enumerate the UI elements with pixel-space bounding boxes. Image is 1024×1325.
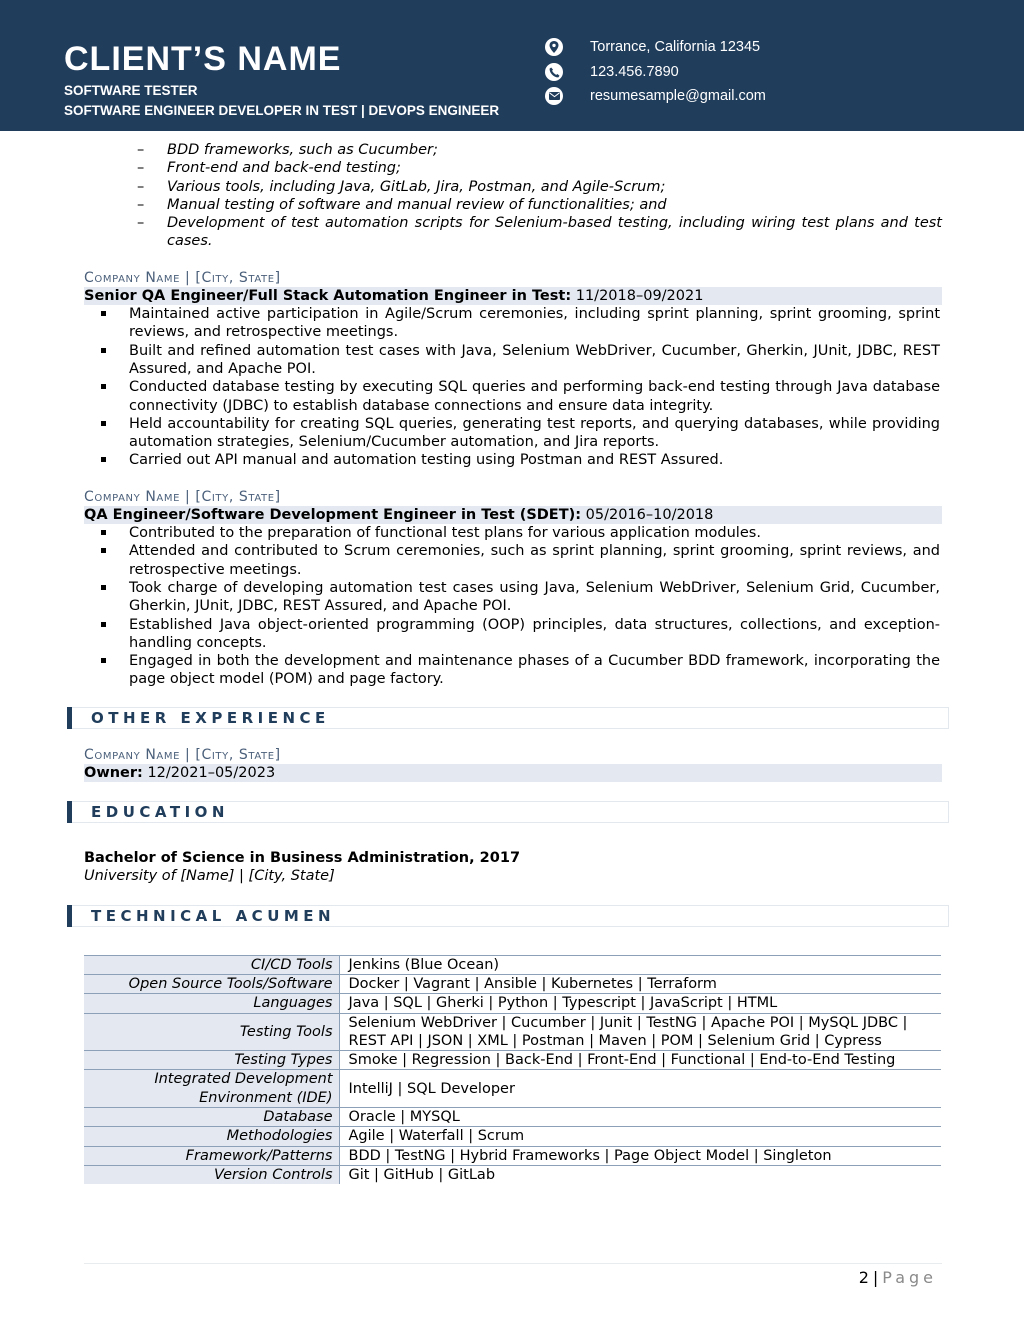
company-location: Company Name | [City, State] xyxy=(84,746,281,763)
role-line xyxy=(84,764,942,782)
skill-label: Open Source Tools/Software xyxy=(84,974,339,993)
role-title: Senior QA Engineer/Full Stack Automation Engineer in Test: xyxy=(84,287,572,304)
job-title: SOFTWARE TESTER xyxy=(64,83,198,98)
skill-value: Selenium WebDriver | Cucumber | Junit | TestNG | Apache POI | MySQL JDBC | REST API | JSON | XML | Postman | Maven | POM | Selenium Grid | Cypress xyxy=(339,1013,941,1051)
school: University of [Name] | [City, State] xyxy=(84,868,335,885)
list-item: Carried out API manual and automation testing using Postman and REST Assured. xyxy=(84,451,942,469)
skill-value: Smoke | Regression | Back-End | Front-End | Functional | End-to-End Testing xyxy=(339,1051,941,1070)
page-word: Page xyxy=(882,1268,937,1287)
contact-email[interactable] xyxy=(545,85,766,107)
skill-label: Framework/Patterns xyxy=(84,1146,339,1165)
section-accent-bar xyxy=(67,801,72,823)
list-item: – Development of test automation scripts for Selenium-based testing, including wiring test plans and test cases. xyxy=(137,215,942,250)
list-item: Contributed to the preparation of functional test plans for various application modules. xyxy=(84,524,942,542)
contact-location xyxy=(545,36,760,58)
skill-label: Version Controls xyxy=(84,1165,339,1184)
list-item: Engaged in both the development and maintenance phases of a Cucumber BDD framework, incorporating the page object model (POM) and page factory. xyxy=(84,652,942,689)
skill-label: Testing Types xyxy=(84,1051,339,1070)
table-row xyxy=(84,955,941,974)
list-item: – BDD frameworks, such as Cucumber; xyxy=(137,142,438,158)
phone-icon xyxy=(545,63,563,81)
list-item: Conducted database testing by executing SQL queries and performing back-end testing through Java database connectivity (JDBC) to establish database connections and ensure data integrity. xyxy=(84,378,942,415)
list-item: Established Java object-oriented programming (OOP) principles, data structures, collections, and exception-handling concepts. xyxy=(84,616,942,653)
list-item: Held accountability for creating SQL queries, generating test reports, and querying databases, while providing automation strategies, Selenium/Cucumber automation, and Jira reports. xyxy=(84,415,942,452)
skill-value: Docker | Vagrant | Ansible | Kubernetes | Terraform xyxy=(339,974,941,993)
email-link[interactable]: resumesample@gmail.com xyxy=(590,88,766,104)
skill-value: Git | GitHub | GitLab xyxy=(348,1166,496,1183)
table-row xyxy=(84,1051,941,1070)
section-title: EDUCATION xyxy=(91,803,229,822)
list-item: Attended and contributed to Scrum ceremonies, such as sprint planning, sprint grooming, sprint reviews, and retrospective meetings. xyxy=(84,542,942,579)
skill-value: Java | SQL | Gherki | Python | Typescript | JavaScript | HTML xyxy=(339,994,941,1013)
list-item: – Manual testing of software and manual review of functionalities; and xyxy=(137,196,667,213)
list-item: – Front-end and back-end testing; xyxy=(137,160,401,177)
section-title: OTHER EXPERIENCE xyxy=(91,708,330,727)
footer-divider xyxy=(84,1263,942,1264)
role-line xyxy=(84,287,942,305)
skills-table xyxy=(84,955,941,1185)
role-dates: 05/2016–10/2018 xyxy=(585,506,714,523)
resume-header xyxy=(0,0,1024,131)
section-header-other-experience xyxy=(67,707,949,729)
list-item: Took charge of developing automation test cases using Java, Selenium WebDriver, Selenium Grid, Cucumber, Gherkin, JUnit, JDBC, REST Assured, and Apache POI. xyxy=(84,579,942,616)
job-subtitle: SOFTWARE ENGINEER DEVELOPER IN TEST | DEVOPS ENGINEER xyxy=(64,103,500,118)
section-accent-bar xyxy=(67,905,72,927)
contact-phone xyxy=(545,61,679,83)
section-header-technical-acumen xyxy=(67,905,949,927)
table-row xyxy=(84,974,941,993)
list-item: Built and refined automation test cases with Java, Selenium WebDriver, Cucumber, Gherkin, JUnit, JDBC, REST Assured, and Apache POI. xyxy=(84,342,942,379)
skill-value: IntelliJ | SQL Developer xyxy=(339,1070,941,1108)
skill-label: Testing Tools xyxy=(84,1013,339,1051)
role-dates: 12/2021–05/2023 xyxy=(147,764,276,781)
location-text: Torrance, California 12345 xyxy=(590,39,761,55)
skill-value: Oracle | MYSQL xyxy=(339,1107,941,1126)
job-entry xyxy=(84,488,942,689)
role-line xyxy=(84,506,942,524)
table-row xyxy=(84,1013,941,1051)
client-name: CLIENT’S NAME xyxy=(64,40,342,78)
role-dates: 11/2018–09/2021 xyxy=(575,287,704,304)
company-location: Company Name | [City, State] xyxy=(84,488,281,505)
skill-value: BDD | TestNG | Hybrid Frameworks | Page Object Model | Singleton xyxy=(339,1146,941,1165)
table-row xyxy=(84,1070,941,1108)
table-row xyxy=(84,1146,941,1165)
skill-label: Methodologies xyxy=(84,1127,339,1146)
location-pin-icon xyxy=(545,38,563,56)
role-title: QA Engineer/Software Development Engineer in Test (SDET): xyxy=(84,506,582,523)
section-title: TECHNICAL ACUMEN xyxy=(91,906,336,925)
section-header-education xyxy=(67,801,949,823)
table-row xyxy=(84,994,941,1013)
table-row xyxy=(84,1127,941,1146)
envelope-icon xyxy=(545,87,563,105)
skill-value: Jenkins (Blue Ocean) xyxy=(339,955,941,974)
skill-value: Agile | Waterfall | Scrum xyxy=(339,1127,941,1146)
skill-label: Languages xyxy=(84,994,339,1013)
job-entry xyxy=(84,746,942,782)
role-title: Owner: xyxy=(84,764,143,781)
phone-text: 123.456.7890 xyxy=(590,64,679,80)
carryover-list xyxy=(84,141,942,251)
degree: Bachelor of Science in Business Administration, 2017 xyxy=(84,850,521,867)
table-row xyxy=(84,1107,941,1126)
page-footer xyxy=(859,1268,937,1287)
list-item: – Various tools, including Java, GitLab, Jira, Postman, and Agile-Scrum; xyxy=(137,178,666,195)
skill-label: CI/CD Tools xyxy=(84,955,339,974)
section-accent-bar xyxy=(67,707,72,729)
page-number: 2 xyxy=(858,1268,869,1287)
job-entry xyxy=(84,269,942,470)
footer-separator: | xyxy=(872,1268,879,1287)
list-item: Maintained active participation in Agile/Scrum ceremonies, including sprint planning, sprint grooming, sprint reviews, and retrospective meetings. xyxy=(84,305,942,342)
skill-label: Integrated Development Environment (IDE) xyxy=(84,1070,339,1108)
skill-label: Database xyxy=(84,1107,339,1126)
company-location: Company Name | [City, State] xyxy=(84,269,281,286)
table-row xyxy=(84,1165,941,1184)
resume-body xyxy=(84,141,942,1184)
